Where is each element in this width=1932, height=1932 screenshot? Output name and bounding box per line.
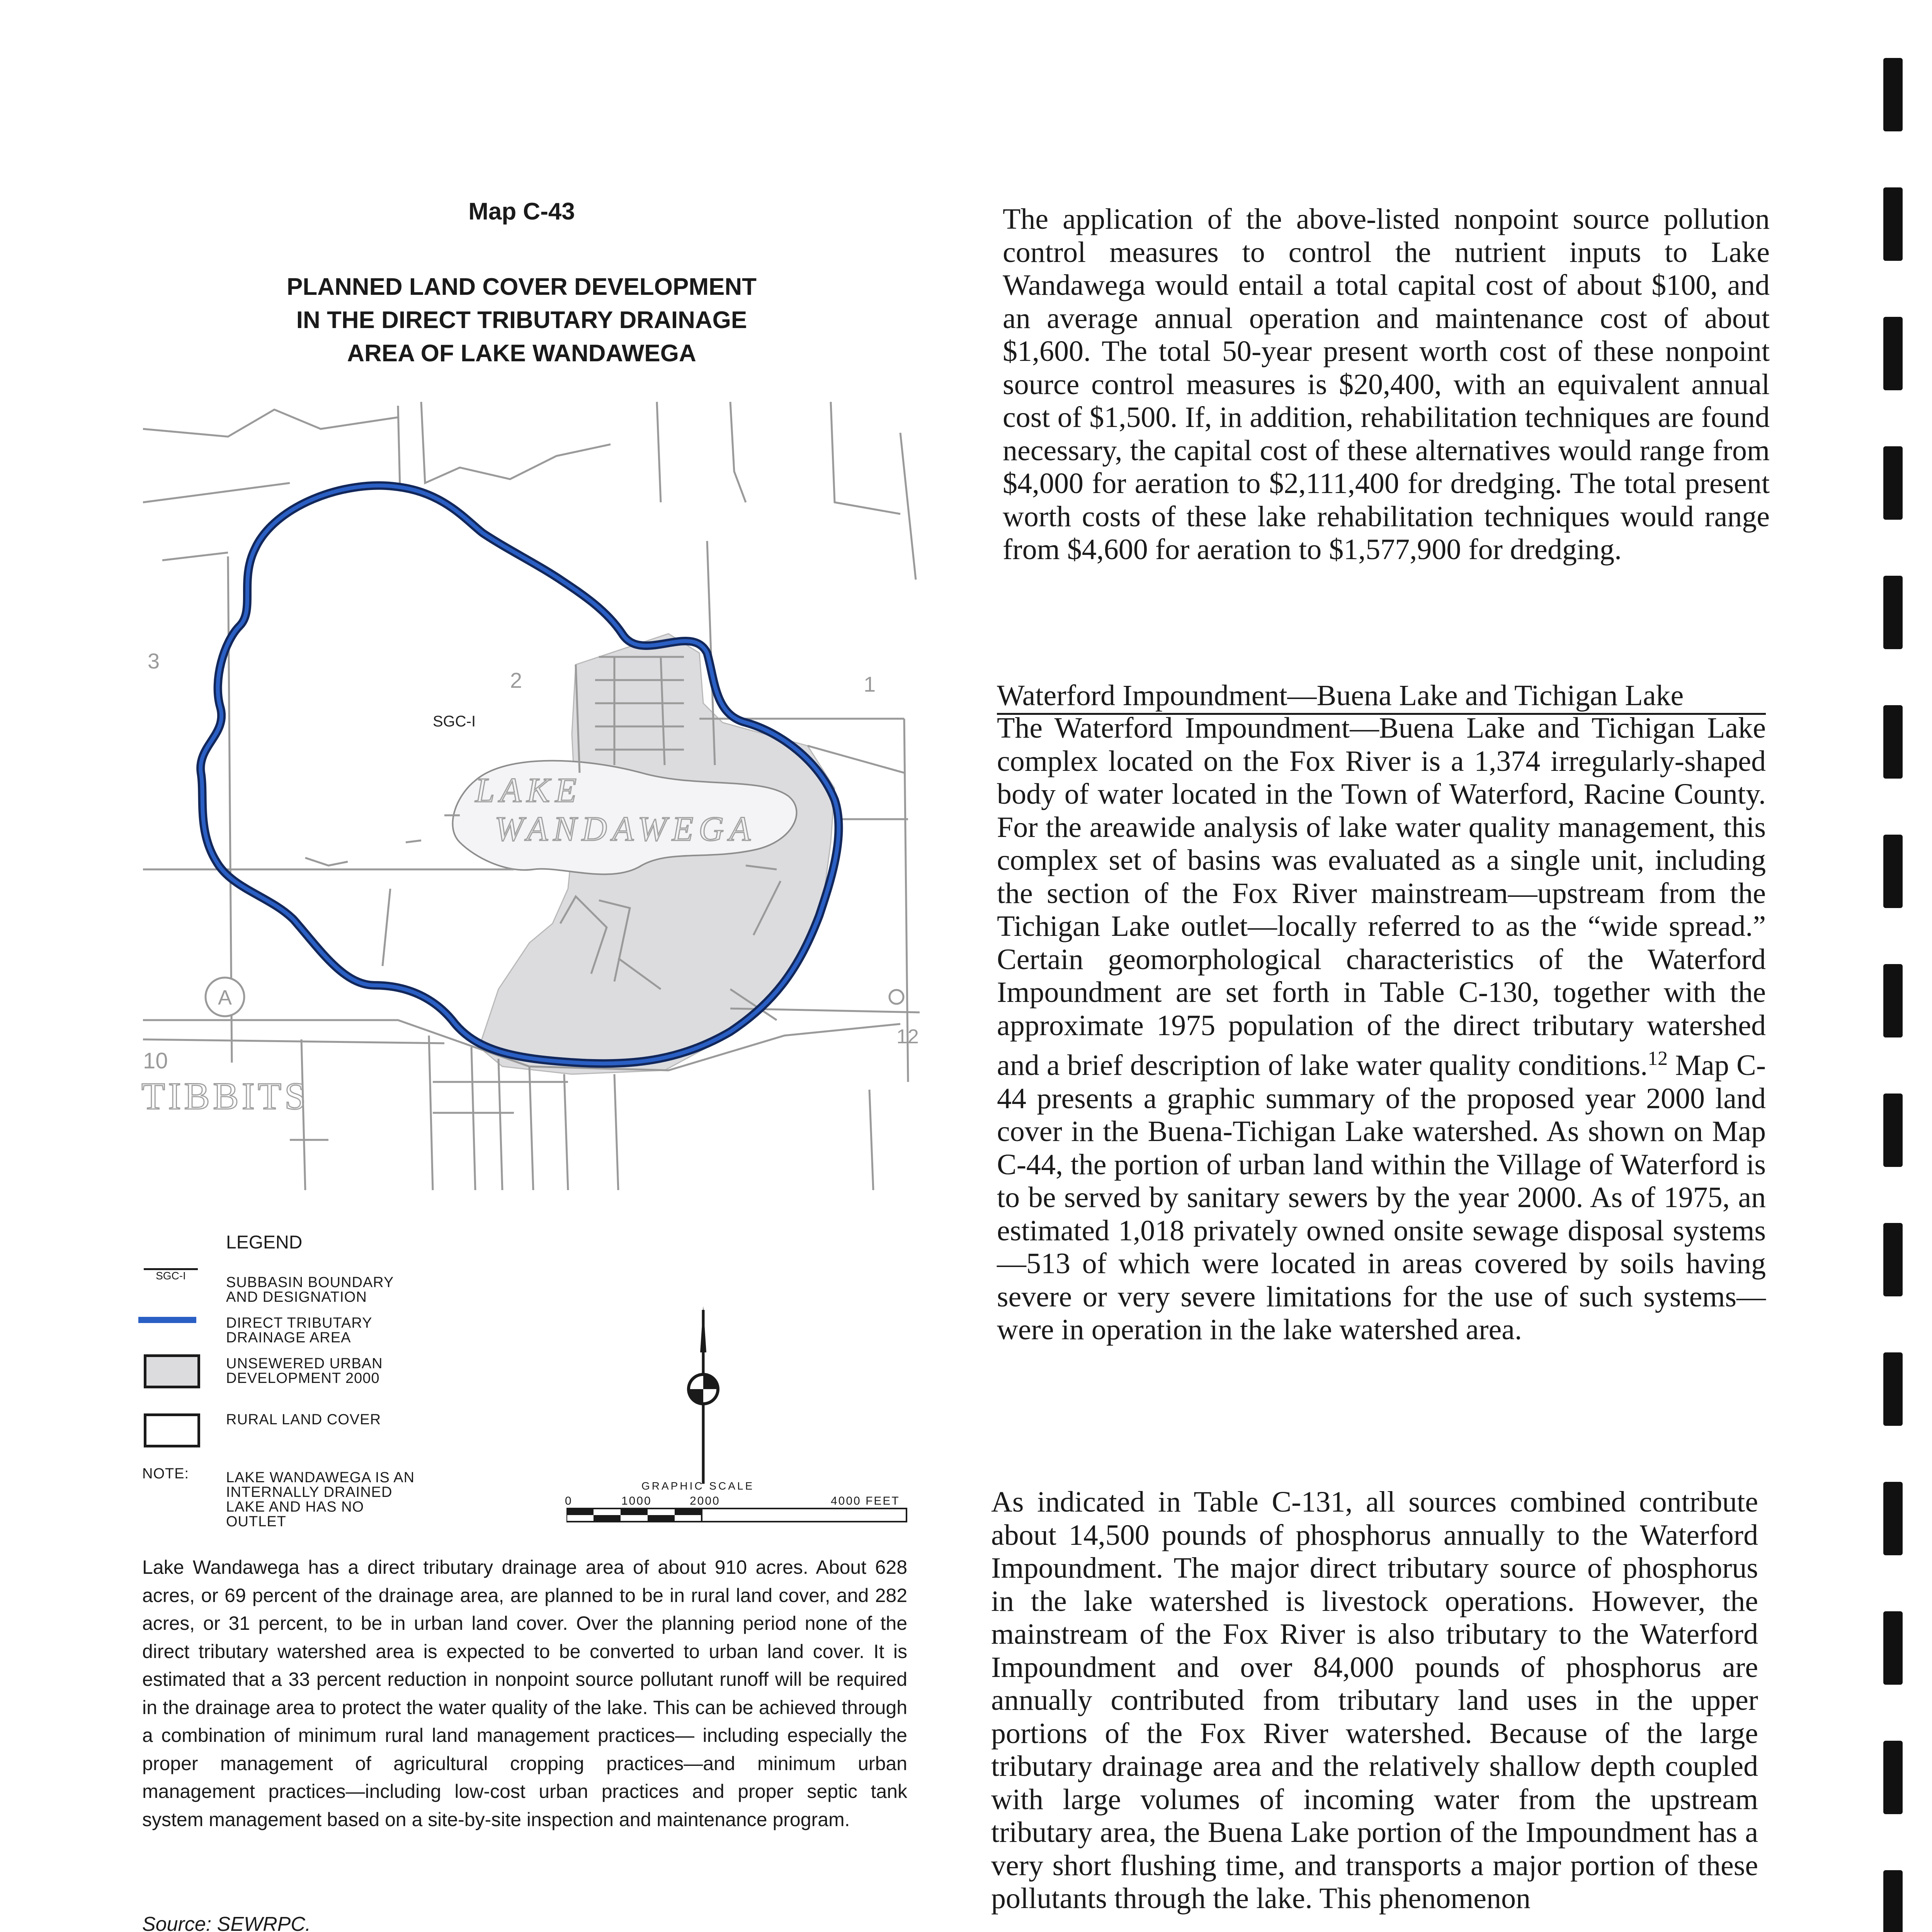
lake-name-line-1: LAKE [475, 771, 582, 810]
legend-label-drainage-1: DIRECT TRIBUTARY [226, 1315, 372, 1331]
legend-label-urban-1: UNSEWERED URBAN [226, 1355, 383, 1372]
binding-mark [1883, 58, 1903, 131]
legend-note-line-4: OUTLET [226, 1514, 286, 1530]
footnote-reference: 12 [1648, 1048, 1668, 1070]
map-title-line-1: PLANNED LAND COVER DEVELOPMENT [287, 274, 757, 300]
binding-mark [1883, 576, 1903, 649]
scale-tick-4000: 4000 FEET [831, 1495, 900, 1507]
right-paragraph-2-part-a: The Waterford Impoundment—Buena Lake and Tichigan Lake complex located on the Fox River is a 1,374 irregularly-shaped body of water located in the Town of Waterford, Racine County. For the areawide analysis of lake water quality management, this complex set of basins was evaluated as a single unit, including the section of the Fox River mainstream—upstream from the Tichigan Lake outlet—locally referred to as the “wide spread.” Certain geomorphological characteristics of the Waterford Impoundment are set forth in Table C-130, together with the approximate 1975 population of the direct tributary watershed and a brief description of lake water quality conditions. [997, 712, 1766, 1082]
county-road-marker-label: A [218, 986, 232, 1009]
right-paragraph-2-part-b: Map C-44 presents a graphic summary of the proposed year 2000 land cover in the Buena-Tichigan Lake watershed. As shown on Map C-44, the portion of urban land within the Village of Waterford is to be served by sanitary sewers by the year 2000. As of 1975, an estimated 1,018 privately owned onsite sewage disposal systems—513 of which were located in areas covered by soils having severe or very severe limitations for the use of such systems—were in operation in the lake watershed area. [997, 1049, 1766, 1346]
section-label-3: 3 [148, 649, 160, 673]
section-label-12: 12 [896, 1026, 919, 1048]
section-label-10: 10 [143, 1048, 168, 1073]
map-source: Source: SEWRPC. [142, 1913, 311, 1932]
legend-subbasin-symbol-text: SGC-I [156, 1270, 186, 1282]
legend-label-subbasin-2: AND DESIGNATION [226, 1289, 367, 1305]
drainage-map [128, 386, 931, 1198]
legend-label-drainage-2: DRAINAGE AREA [226, 1330, 351, 1346]
subbasin-label: SGC-I [433, 713, 476, 730]
section-heading: Waterford Impoundment—Buena Lake and Tichigan Lake [997, 679, 1766, 715]
legend-subbasin-symbol [144, 1268, 198, 1282]
map-number: Map C-43 [468, 198, 575, 225]
legend-drainage-swatch [138, 1317, 196, 1323]
binding-mark [1883, 317, 1903, 390]
right-paragraph-1: The application of the above-listed nonpoint source pollution control measures to control the nutrient inputs to Lake Wandawega would entail a total capital cost of about $100, and an average annual operation and maintenance cost of about $1,600. The total 50-year present worth cost of these nonpoint source control measures is $20,400, with an equivalent annual cost of $1,500. If, in addition, rehabilitation techniques are found necessary, the capital cost of these alternatives would range from $4,000 for aeration to $2,111,400 for dredging. The total present worth costs of these lake rehabilitation techniques would range from $4,600 for aeration to $1,577,900 for dredging. [1003, 203, 1770, 566]
tibbits-label: TIBBITS [141, 1075, 309, 1117]
section-label-2: 2 [510, 668, 522, 692]
binding-mark [1883, 1870, 1903, 1932]
binding-mark [1883, 964, 1903, 1037]
legend-label-rural: RURAL LAND COVER [226, 1412, 381, 1428]
legend-heading: LEGEND [226, 1232, 303, 1253]
binding-mark [1883, 446, 1903, 520]
right-paragraph-2 [997, 712, 1766, 1347]
legend-label-subbasin-1: SUBBASIN BOUNDARY [226, 1274, 394, 1291]
legend-note-line-3: LAKE AND HAS NO [226, 1499, 364, 1515]
lake-name-line-2: WANDAWEGA [495, 810, 756, 848]
section-label-1: 1 [864, 672, 876, 696]
scale-tick-0: 0 [565, 1495, 571, 1507]
legend-urban-swatch [144, 1354, 200, 1388]
legend-note-line-2: INTERNALLY DRAINED [226, 1484, 393, 1500]
scale-title: GRAPHIC SCALE [641, 1480, 755, 1492]
binding-mark [1883, 835, 1903, 908]
legend-rural-swatch [144, 1413, 200, 1447]
legend-note-label: NOTE: [142, 1466, 189, 1482]
binding-mark [1883, 1094, 1903, 1167]
legend-note-line-1: LAKE WANDAWEGA IS AN [226, 1469, 415, 1486]
binding-mark [1883, 1611, 1903, 1685]
binding-mark [1883, 1482, 1903, 1555]
scale-tick-2000: 2000 [690, 1495, 720, 1507]
binding-mark [1883, 1741, 1903, 1814]
right-paragraph-3: As indicated in Table C-131, all sources combined contribute about 14,500 pounds of phosphorus annually to the Waterford Impoundment. The major direct tributary source of phosphorus in the lake watershed is livestock operations. However, the mainstream of the Fox River is also tributary to the Waterford Impoundment and over 84,000 pounds of phosphorus are annually contributed from tributary land uses in the upper portions of the Fox River watershed. Because of the large tributary drainage area and the relatively shallow depth coupled with large volumes of incoming water from the upstream tributary area, the Buena Lake portion of the Impoundment has a very short flushing time, and transports a major portion of these pollutants through the lake. This phenomenon [991, 1486, 1758, 1915]
legend-label-urban-2: DEVELOPMENT 2000 [226, 1370, 380, 1386]
map-title-line-3: AREA OF LAKE WANDAWEGA [347, 340, 696, 367]
binding-mark [1883, 1223, 1903, 1296]
map-caption: Lake Wandawega has a direct tributary drainage area of about 910 acres. About 628 acres, or 69 percent of the drainage area, are planned to be in rural land cover, and 282 acres, or 31 percent, to be in urban land cover. Over the planning period none of the direct tributary watershed area is expected to be converted to urban land cover. It is estimated that a 33 percent reduction in nonpoint source pollutant runoff will be required in the drainage area to protect the water quality of the lake. This can be achieved through a combination of minimum rural land management practices— including especially the proper management of agricultural cropping practices—and minimum urban management practices—including low-cost urban practices and proper septic tank system management based on a site-by-site inspection and maintenance program. [142, 1556, 907, 1830]
binding-mark [1883, 1352, 1903, 1426]
scale-tick-1000: 1000 [621, 1495, 652, 1507]
map-title-line-2: IN THE DIRECT TRIBUTARY DRAINAGE [296, 307, 747, 333]
binding-mark [1883, 187, 1903, 261]
binding-mark [1883, 705, 1903, 779]
scale-bar [566, 1508, 914, 1523]
north-arrow-icon [684, 1306, 723, 1488]
